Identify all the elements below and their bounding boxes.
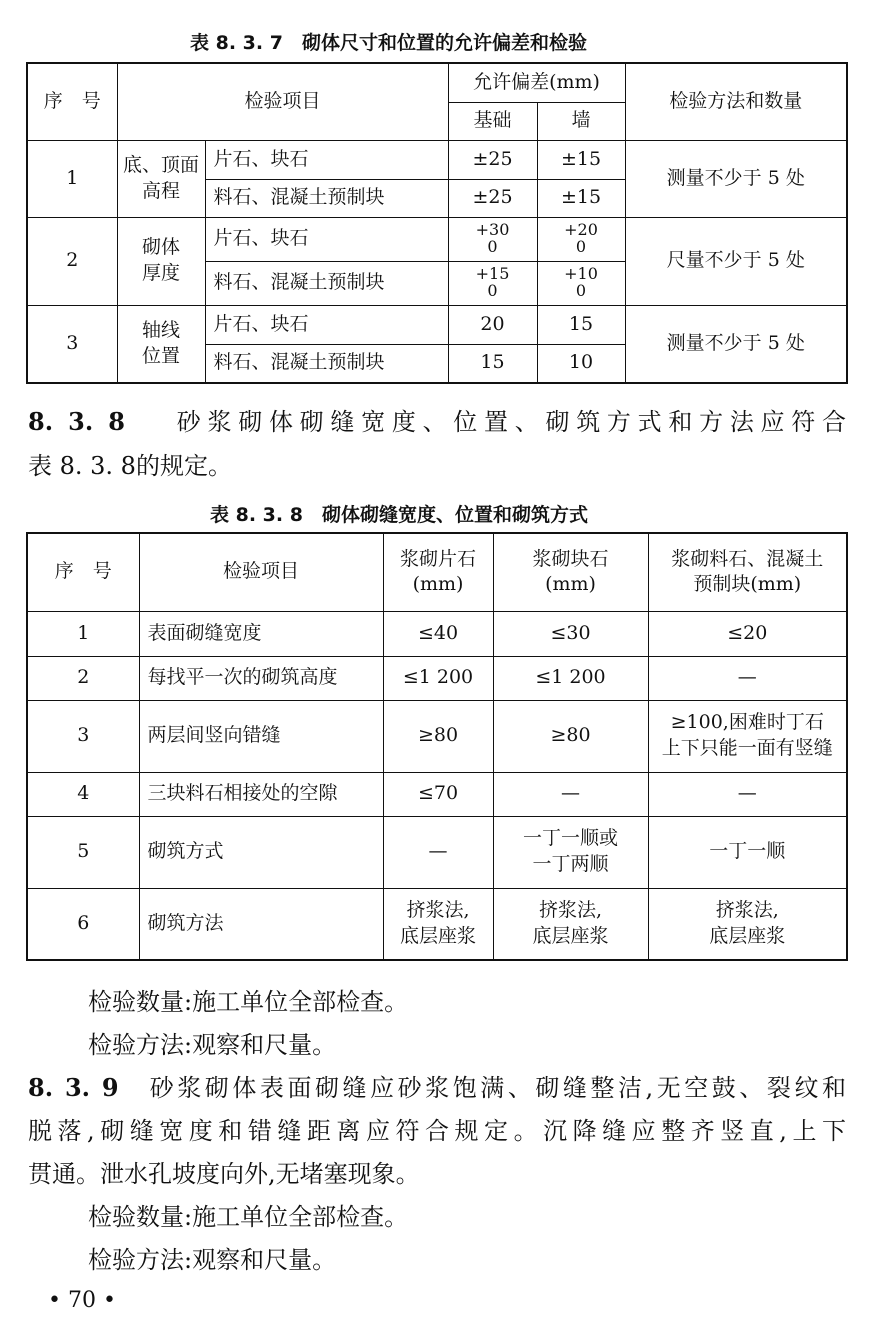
clause-8-3-9-line1 [28,1068,846,1103]
lower-tolerance: 0 [575,281,587,300]
cell-method: 测量不少于 5 处 [625,305,847,383]
cell-col1: ≥80 [383,700,493,772]
table-row [27,217,847,261]
cell-foundation: 15 [448,344,537,383]
upper-tolerance: +10 [564,264,598,284]
header-no: 序 号 [27,533,139,611]
cell-col1 [383,888,493,960]
header-col2 [493,533,648,611]
cell-col1: — [383,816,493,888]
header-tolerance: 允许偏差(mm) [448,63,625,102]
cell-wall: 15 [537,305,625,344]
table-8-3-7 [26,62,848,384]
cell-item: 每找平一次的砌筑高度 [139,656,383,700]
cell-line: 挤浆法, [538,899,603,922]
cell-no: 3 [27,305,117,383]
cell-method: 尺量不少于 5 处 [625,217,847,305]
cell-material: 料石、混凝土预制块 [205,179,448,217]
cell-col2 [493,888,648,960]
clause-8-3-9-line3: 贯通。泄水孔坡度向外,无堵塞现象。 [28,1160,420,1188]
cell-col3 [648,888,847,960]
cell-item: 砌筑方法 [139,888,383,960]
cell-no: 1 [27,140,117,217]
header-method: 检验方法和数量 [625,63,847,140]
header-item: 检验项目 [117,63,448,140]
cell-line: 上下只能一面有竖缝 [661,737,833,759]
cell-col2: ≤1 200 [493,656,648,700]
cell-wall: ±15 [537,140,625,179]
table-row [27,772,847,816]
check-quantity-838: 检验数量:施工单位全部检查。 [88,988,409,1016]
table-8-3-8 [26,532,848,961]
upper-tolerance: +15 [475,264,510,284]
cell-col2 [493,816,648,888]
cell-material: 料石、混凝土预制块 [205,344,448,383]
cell-no: 5 [27,816,139,888]
clause-number: 8. 3. 9 [28,1073,119,1102]
table-row [27,305,847,344]
cell-foundation: ±25 [448,179,537,217]
upper-tolerance: +20 [564,220,598,240]
clause-8-3-8-line2: 表 8. 3. 8的规定。 [28,452,232,480]
cell-col3: — [648,772,847,816]
cell-no: 2 [27,217,117,305]
table-8-3-8-title: 表 8. 3. 8 砌体砌缝宽度、位置和砌筑方式 [210,504,588,526]
cell-line: 一丁两顺 [532,853,609,875]
cell-col2: ≤30 [493,611,648,656]
header-col3 [648,533,847,611]
cell-no: 2 [27,656,139,700]
cell-no: 4 [27,772,139,816]
cell-line: ≥100,困难时丁石 [670,711,824,734]
upper-tolerance: +30 [475,220,510,240]
lower-tolerance: 0 [487,237,498,256]
cell-foundation [448,217,537,261]
header-unit: 预制块(mm) [693,573,802,596]
cell-item: 砌筑方式 [139,816,383,888]
cell-line: 挤浆法, [715,899,779,922]
clause-number: 8. 3. 8 [28,407,125,436]
cell-col1: ≤40 [383,611,493,656]
cell-line: 挤浆法, [406,899,470,922]
cell-line: 一丁一顺或 [522,827,618,850]
header-text: 浆砌块石 [532,547,609,570]
page-number: • 70 • [48,1288,116,1313]
check-method-839: 检验方法:观察和尺量。 [88,1246,337,1274]
header-item: 检验项目 [139,533,383,611]
cell-line: 底层座浆 [532,924,609,947]
table-row [27,816,847,888]
cell-line: 底层座浆 [399,924,476,947]
cell-col1: ≤1 200 [383,656,493,700]
cell-material: 料石、混凝土预制块 [205,261,448,305]
cell-name: 底、顶面高程 [117,140,205,217]
table-row [27,700,847,772]
cell-name: 轴线位置 [117,305,205,383]
cell-col3: 一丁一顺 [648,816,847,888]
clause-text: 砂浆砌体砌缝宽度、位置、砌筑方式和方法应符合 [176,408,846,436]
cell-col1: ≤70 [383,772,493,816]
clause-text: 砂浆砌体表面砌缝应砂浆饱满、砌缝整洁,无空鼓、裂纹和 [149,1074,846,1102]
cell-line: 底层座浆 [709,924,786,947]
cell-name: 砌体厚度 [117,217,205,305]
table-row [27,140,847,179]
cell-item: 三块料石相接处的空隙 [139,772,383,816]
cell-col3: ≤20 [648,611,847,656]
cell-material: 片石、块石 [205,217,448,261]
lower-tolerance: 0 [487,281,498,300]
table-row [27,888,847,960]
cell-wall [537,261,625,305]
check-quantity-839: 检验数量:施工单位全部检查。 [88,1203,409,1231]
cell-no: 1 [27,611,139,656]
cell-wall: ±15 [537,179,625,217]
clause-8-3-9-line2: 脱落,砌缝宽度和错缝距离应符合规定。沉降缝应整齐竖直,上下 [28,1117,846,1145]
lower-tolerance: 0 [575,237,587,256]
cell-no: 3 [27,700,139,772]
cell-foundation: 20 [448,305,537,344]
cell-foundation [448,261,537,305]
cell-col3: — [648,656,847,700]
cell-material: 片石、块石 [205,305,448,344]
header-col1 [383,533,493,611]
table-row [27,611,847,656]
cell-method: 测量不少于 5 处 [625,140,847,217]
clause-8-3-8-line1 [28,402,846,437]
cell-material: 片石、块石 [205,140,448,179]
cell-item: 两层间竖向错缝 [139,700,383,772]
cell-wall [537,217,625,261]
header-text: 浆砌片石 [399,547,476,570]
cell-wall: 10 [537,344,625,383]
header-wall: 墙 [537,102,625,140]
header-no: 序 号 [27,63,117,140]
cell-col2: — [493,772,648,816]
header-unit: (mm) [545,573,596,596]
header-unit: (mm) [412,573,464,596]
cell-foundation: ±25 [448,140,537,179]
table-8-3-7-title: 表 8. 3. 7 砌体尺寸和位置的允许偏差和检验 [190,32,587,54]
check-method-838: 检验方法:观察和尺量。 [88,1031,337,1059]
cell-col3 [648,700,847,772]
header-text: 浆砌料石、混凝土 [671,547,824,570]
cell-col2: ≥80 [493,700,648,772]
header-foundation: 基础 [448,102,537,140]
cell-no: 6 [27,888,139,960]
table-row [27,656,847,700]
cell-item: 表面砌缝宽度 [139,611,383,656]
